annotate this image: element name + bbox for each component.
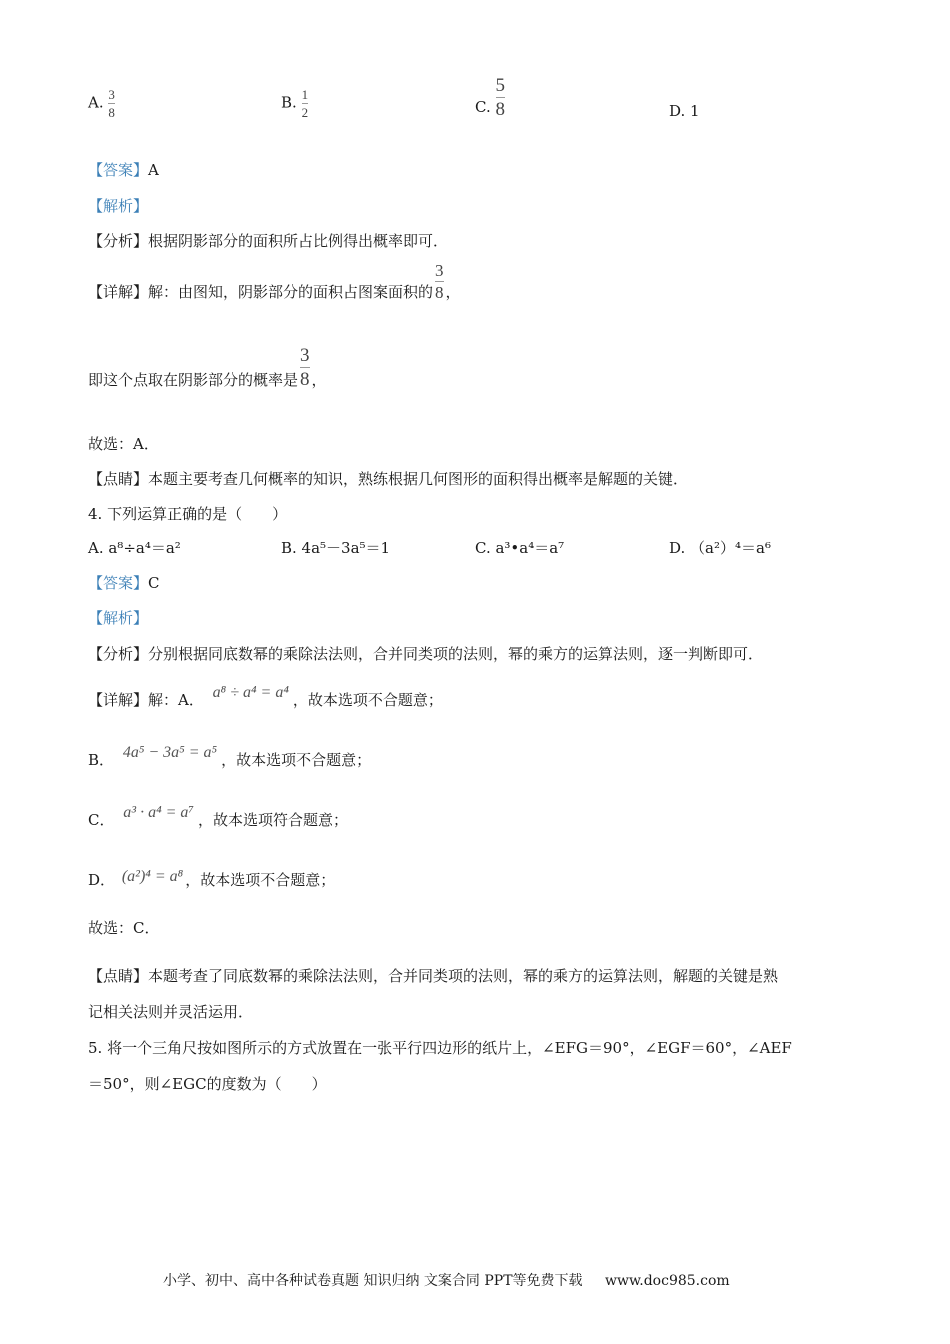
q3-answer xyxy=(88,160,159,180)
fenxi-text: 根据阴影部分的面积所占比例得出概率即可． xyxy=(148,232,449,250)
xiangjie-text: 解：由图知，阴影部分的面积占图案面积的 xyxy=(148,282,434,301)
fraction-bar xyxy=(302,103,309,104)
fraction-bar xyxy=(435,281,444,282)
xiangjie-tag: 【详解】 xyxy=(88,282,149,301)
q5-stem-line2: ＝50°，则∠EGC的度数为（ ） xyxy=(88,1075,327,1093)
q4-xiangjie-d xyxy=(88,870,335,891)
answer-tag: 【答案】 xyxy=(88,161,149,179)
q4-stem: 4. 下列运算正确的是（ ） xyxy=(88,505,288,523)
q4-answer xyxy=(88,573,160,593)
q5-stem-line1: 5. 将一个三角尺按如图所示的方式放置在一张平行四边形的纸片上，∠EFG＝90°，∠EGF＝60°，∠AEF xyxy=(88,1039,792,1057)
punctuation: ， xyxy=(311,370,327,389)
q4-dianjing-1 xyxy=(88,966,778,986)
result-d: ，故本选项不合题意； xyxy=(185,871,336,889)
q4-xiangjie-a xyxy=(88,684,443,711)
fenxi-text: 分别根据同底数幂的乘除法法则，合并同类项的法则，幂的乘方的运算法则，逐一判断即可． xyxy=(148,645,764,663)
prefix-b: B． xyxy=(88,751,115,769)
fraction-numerator: 3 xyxy=(435,261,444,280)
fraction-numerator: 5 xyxy=(495,75,505,96)
q4-choose: 故选：C． xyxy=(88,919,160,937)
option-a xyxy=(88,88,115,119)
q4-xiangjie-c xyxy=(88,804,348,831)
fraction-bar xyxy=(108,103,115,104)
fraction-denominator: 8 xyxy=(435,283,444,302)
fraction-3-8 xyxy=(108,88,115,119)
q4-option-c: C. a³•a⁴＝a⁷ xyxy=(475,539,565,557)
result-b: ，故本选项不合题意； xyxy=(221,751,372,769)
answer-value: C xyxy=(148,574,160,592)
fraction-bar xyxy=(300,367,310,368)
xiangjie-tag: 【详解】 xyxy=(88,691,149,709)
formula-d: (a²)⁴ = a⁸ xyxy=(121,868,184,885)
prefix-d: D． xyxy=(88,871,116,889)
fraction-3-8 xyxy=(435,262,444,301)
q3-analysis-tag: 【解析】 xyxy=(88,197,149,215)
fraction-denominator: 8 xyxy=(108,105,115,120)
option-c xyxy=(475,76,505,119)
option-d xyxy=(669,101,700,121)
fraction-numerator: 3 xyxy=(108,87,115,102)
fraction-5-8 xyxy=(496,76,506,119)
fenxi-tag: 【分析】 xyxy=(88,645,149,663)
option-d-value: 1 xyxy=(690,102,700,120)
line2-text: 即这个点取在阴影部分的概率是 xyxy=(88,370,299,389)
option-b-label: B. xyxy=(281,93,297,112)
result-c: ，故本选项符合题意； xyxy=(197,811,348,829)
fraction-numerator: 1 xyxy=(301,87,309,102)
dianjing-tag: 【点睛】 xyxy=(88,470,149,488)
result-a: ，故本选项不合题意； xyxy=(292,691,443,709)
formula-a: a⁸ ÷ a⁴ = a⁴ xyxy=(212,684,289,701)
fraction-3-8 xyxy=(300,346,310,389)
footer-text: 小学、初中、高中各种试卷真题 知识归纳 文案合同 PPT等免费下载 xyxy=(163,1273,583,1289)
q3-choose: 故选：A． xyxy=(88,435,159,453)
q4-fenxi xyxy=(88,644,763,664)
fraction-bar xyxy=(496,97,506,98)
prefix-c: C． xyxy=(88,811,115,829)
q3-xiangjie xyxy=(88,262,461,301)
punctuation: ， xyxy=(445,282,461,301)
option-c-label: C. xyxy=(475,97,491,116)
option-d-label: D. xyxy=(669,102,686,120)
q4-option-d: D. （a²）⁴＝a⁶ xyxy=(669,539,771,557)
dianjing-text: 本题主要考查几何概率的知识，熟练根据几何图形的面积得出概率是解题的关键． xyxy=(148,470,689,488)
q4-analysis-tag: 【解析】 xyxy=(88,609,149,627)
dianjing-text: 本题考查了同底数幂的乘除法法则，合并同类项的法则，幂的乘方的运算法则，解题的关键是熟 xyxy=(148,967,779,985)
dianjing-tag: 【点睛】 xyxy=(88,967,149,985)
formula-c: a³ · a⁴ = a⁷ xyxy=(123,804,194,821)
q4-dianjing-2: 记相关法则并灵活运用． xyxy=(88,1003,254,1021)
q3-fenxi xyxy=(88,231,448,251)
answer-tag: 【答案】 xyxy=(88,574,149,592)
footer xyxy=(163,1270,730,1290)
option-b xyxy=(281,88,308,119)
q4-option-b: B. 4a⁵－3a⁵＝1 xyxy=(281,539,391,557)
fraction-denominator: 2 xyxy=(301,105,309,120)
fraction-numerator: 3 xyxy=(300,345,310,366)
fraction-1-2 xyxy=(302,88,309,119)
formula-b: 4a⁵ − 3a⁵ = a⁵ xyxy=(122,744,218,761)
xiangjie-prefix: 解：A． xyxy=(148,691,204,709)
fenxi-tag: 【分析】 xyxy=(88,232,149,250)
footer-url[interactable]: www.doc985.com xyxy=(604,1273,730,1289)
q3-dianjing xyxy=(88,469,688,489)
answer-value: A xyxy=(148,161,159,179)
q4-option-a: A. a⁸÷a⁴＝a² xyxy=(88,539,181,557)
q4-xiangjie-b xyxy=(88,744,372,771)
option-a-label: A. xyxy=(88,93,104,112)
fraction-denominator: 8 xyxy=(495,99,505,120)
q3-line2 xyxy=(88,346,327,389)
fraction-denominator: 8 xyxy=(300,369,310,390)
